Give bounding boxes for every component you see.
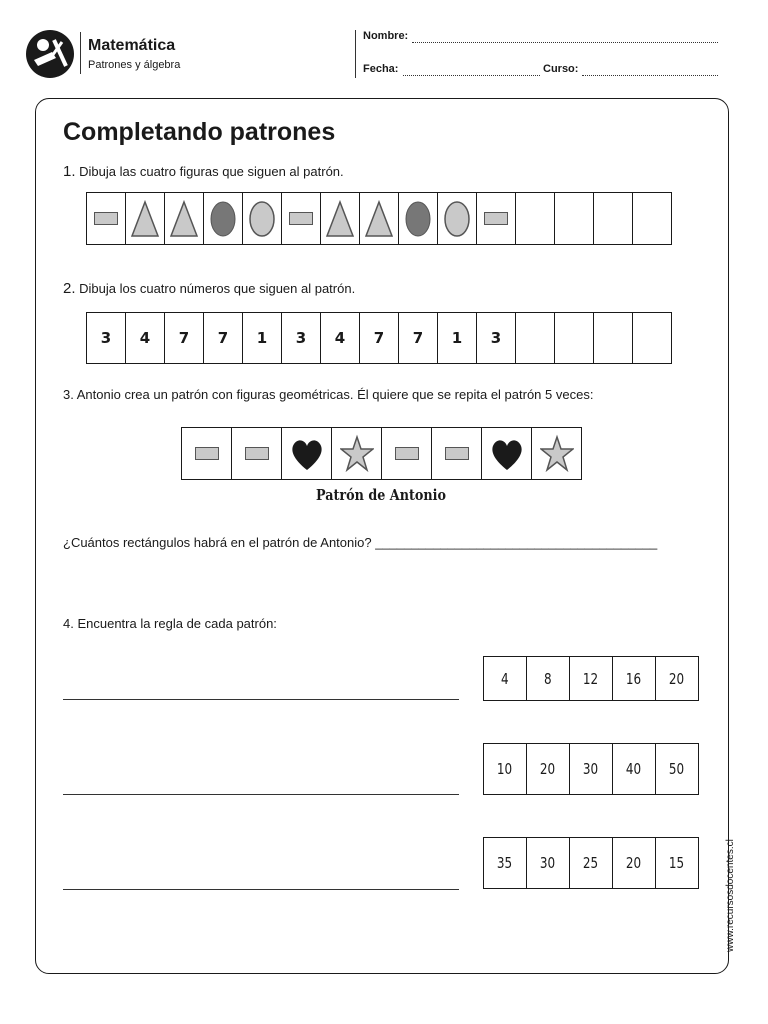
sequence-2-cell bbox=[569, 743, 613, 795]
antonio-shape-cell bbox=[431, 427, 482, 480]
antonio-shape-cell bbox=[281, 427, 332, 480]
rectangle-shape bbox=[245, 447, 269, 460]
sequence-3-value: 25 bbox=[583, 854, 599, 872]
sequence-1-cell bbox=[612, 656, 656, 701]
q2-number-cell bbox=[203, 312, 243, 364]
name-field[interactable] bbox=[412, 30, 718, 43]
q2-number-value: 1 bbox=[256, 329, 268, 347]
website-credit: www.recursosdocentes.cl bbox=[725, 839, 736, 952]
rectangle-shape bbox=[289, 212, 313, 225]
q2-number-cell bbox=[476, 312, 516, 364]
antonio-shape-cell bbox=[531, 427, 582, 480]
q3-answer-blank[interactable]: _______________________________________ bbox=[375, 535, 658, 550]
q2-number-value: 3 bbox=[295, 329, 307, 347]
q2-number-value: 7 bbox=[178, 329, 190, 347]
antonio-shape-cell bbox=[181, 427, 232, 480]
q1-shape-cell bbox=[203, 192, 243, 245]
q2-number-value: 7 bbox=[412, 329, 424, 347]
q2-number-cell bbox=[359, 312, 399, 364]
q2-number-blank-cell[interactable] bbox=[515, 312, 555, 364]
q1-shape-cell bbox=[125, 192, 165, 245]
q3-prompt: 3. Antonio crea un patrón con figuras geométricas. Él quiere que se repita el patrón 5 veces: bbox=[63, 387, 594, 402]
q2-number-value: 4 bbox=[334, 329, 346, 347]
q2-number-cell bbox=[320, 312, 360, 364]
sequence-2-cell bbox=[612, 743, 656, 795]
sequence-3-value: 35 bbox=[497, 854, 513, 872]
sequence-2-cell bbox=[483, 743, 527, 795]
q1-pattern-row bbox=[86, 192, 672, 245]
antonio-pattern-row bbox=[181, 427, 582, 480]
rectangle-shape bbox=[445, 447, 469, 460]
sequence-3-cell bbox=[612, 837, 656, 889]
q2-number-cell bbox=[437, 312, 477, 364]
fields-divider bbox=[355, 30, 356, 78]
q1-shape-cell bbox=[281, 192, 321, 245]
star-shape bbox=[340, 434, 374, 474]
q1-shape-blank-cell[interactable] bbox=[632, 192, 672, 245]
light-ellipse-shape bbox=[245, 199, 279, 239]
q1-text: Dibuja las cuatro figuras que siguen al patrón. bbox=[79, 164, 344, 179]
page-title: Completando patrones bbox=[63, 118, 336, 146]
heart-shape bbox=[290, 434, 324, 474]
q2-number-value: 7 bbox=[217, 329, 229, 347]
heart-shape bbox=[490, 434, 524, 474]
antonio-shape-cell bbox=[331, 427, 382, 480]
q1-shape-cell bbox=[86, 192, 126, 245]
triangle-shape bbox=[128, 199, 162, 239]
sequence-1-cell bbox=[483, 656, 527, 701]
sequence-row-3 bbox=[483, 837, 699, 889]
rectangle-shape bbox=[195, 447, 219, 460]
antonio-shape-cell bbox=[231, 427, 282, 480]
sequence-2-cell bbox=[655, 743, 699, 795]
sequence-3-value: 15 bbox=[669, 854, 685, 872]
q1-shape-cell bbox=[320, 192, 360, 245]
header-divider bbox=[80, 32, 81, 74]
q2-number-value: 3 bbox=[490, 329, 502, 347]
sequence-2-value: 10 bbox=[497, 760, 513, 778]
q2-number-cell bbox=[398, 312, 438, 364]
q2-prompt bbox=[63, 280, 355, 297]
q1-shape-blank-cell[interactable] bbox=[515, 192, 555, 245]
sequence-3-cell bbox=[526, 837, 570, 889]
q4-prompt: 4. Encuentra la regla de cada patrón: bbox=[63, 616, 277, 631]
q2-text: Dibuja los cuatro números que siguen al patrón. bbox=[79, 281, 356, 296]
rule-answer-line-3[interactable] bbox=[63, 889, 459, 890]
q2-number-cell bbox=[281, 312, 321, 364]
q2-number-blank-cell[interactable] bbox=[593, 312, 633, 364]
sequence-2-value: 50 bbox=[669, 760, 685, 778]
sequence-row-2 bbox=[483, 743, 699, 795]
rectangle-shape bbox=[484, 212, 508, 225]
q1-shape-cell bbox=[437, 192, 477, 245]
sequence-2-cell bbox=[526, 743, 570, 795]
q1-shape-cell bbox=[164, 192, 204, 245]
q2-number-blank-cell[interactable] bbox=[554, 312, 594, 364]
q2-number-cell bbox=[125, 312, 165, 364]
sequence-row-1 bbox=[483, 656, 699, 701]
sequence-2-value: 40 bbox=[626, 760, 642, 778]
sequence-3-cell bbox=[655, 837, 699, 889]
q2-number-value: 3 bbox=[100, 329, 112, 347]
q2-number-value: 4 bbox=[139, 329, 151, 347]
q1-shape-blank-cell[interactable] bbox=[554, 192, 594, 245]
light-ellipse-shape bbox=[440, 199, 474, 239]
rectangle-shape bbox=[94, 212, 118, 225]
logo-icon bbox=[26, 30, 74, 78]
q1-shape-cell bbox=[398, 192, 438, 245]
q1-shape-cell bbox=[359, 192, 399, 245]
triangle-shape bbox=[323, 199, 357, 239]
q2-number-cell bbox=[164, 312, 204, 364]
sequence-3-cell bbox=[569, 837, 613, 889]
antonio-shape-cell bbox=[381, 427, 432, 480]
q3-question bbox=[63, 535, 657, 550]
date-label: Fecha: bbox=[363, 63, 399, 75]
q1-number: 1. bbox=[63, 163, 76, 180]
sequence-1-value: 12 bbox=[583, 669, 599, 688]
q3-question-text: ¿Cuántos rectángulos habrá en el patrón de Antonio? bbox=[63, 535, 372, 550]
course-label: Curso: bbox=[543, 63, 579, 75]
q1-shape-cell bbox=[242, 192, 282, 245]
sequence-1-cell bbox=[655, 656, 699, 701]
antonio-shape-cell bbox=[481, 427, 532, 480]
q2-number-cell bbox=[242, 312, 282, 364]
q2-number-row bbox=[86, 312, 672, 364]
subtopic-label: Patrones y álgebra bbox=[88, 59, 181, 71]
rule-answer-line-2[interactable] bbox=[63, 794, 459, 795]
rectangle-shape bbox=[395, 447, 419, 460]
q2-number-cell bbox=[86, 312, 126, 364]
q1-shape-cell bbox=[476, 192, 516, 245]
star-shape bbox=[540, 434, 574, 474]
q2-number-blank-cell[interactable] bbox=[632, 312, 672, 364]
sequence-1-value: 20 bbox=[669, 669, 685, 688]
dark-ellipse-shape bbox=[206, 199, 240, 239]
sequence-1-value: 16 bbox=[626, 669, 642, 688]
q1-prompt bbox=[63, 163, 344, 180]
sequence-1-cell bbox=[569, 656, 613, 701]
dark-ellipse-shape bbox=[401, 199, 435, 239]
sequence-3-value: 30 bbox=[540, 854, 556, 872]
q1-shape-blank-cell[interactable] bbox=[593, 192, 633, 245]
sequence-1-value: 8 bbox=[544, 669, 552, 688]
triangle-shape bbox=[362, 199, 396, 239]
course-field[interactable] bbox=[582, 63, 718, 76]
sequence-2-value: 30 bbox=[583, 760, 599, 778]
sequence-3-cell bbox=[483, 837, 527, 889]
sequence-2-value: 20 bbox=[540, 760, 556, 778]
q2-number-value: 1 bbox=[451, 329, 463, 347]
date-field[interactable] bbox=[403, 63, 540, 76]
subject-title: Matemática bbox=[88, 37, 176, 54]
q2-number: 2. bbox=[63, 280, 76, 297]
triangle-shape bbox=[167, 199, 201, 239]
antonio-pattern-caption: Patrón de Antonio bbox=[316, 486, 446, 504]
rule-answer-line-1[interactable] bbox=[63, 699, 459, 700]
name-label: Nombre: bbox=[363, 30, 409, 42]
sequence-1-value: 4 bbox=[501, 669, 509, 688]
q2-number-value: 7 bbox=[373, 329, 385, 347]
sequence-3-value: 20 bbox=[626, 854, 642, 872]
sequence-1-cell bbox=[526, 656, 570, 701]
